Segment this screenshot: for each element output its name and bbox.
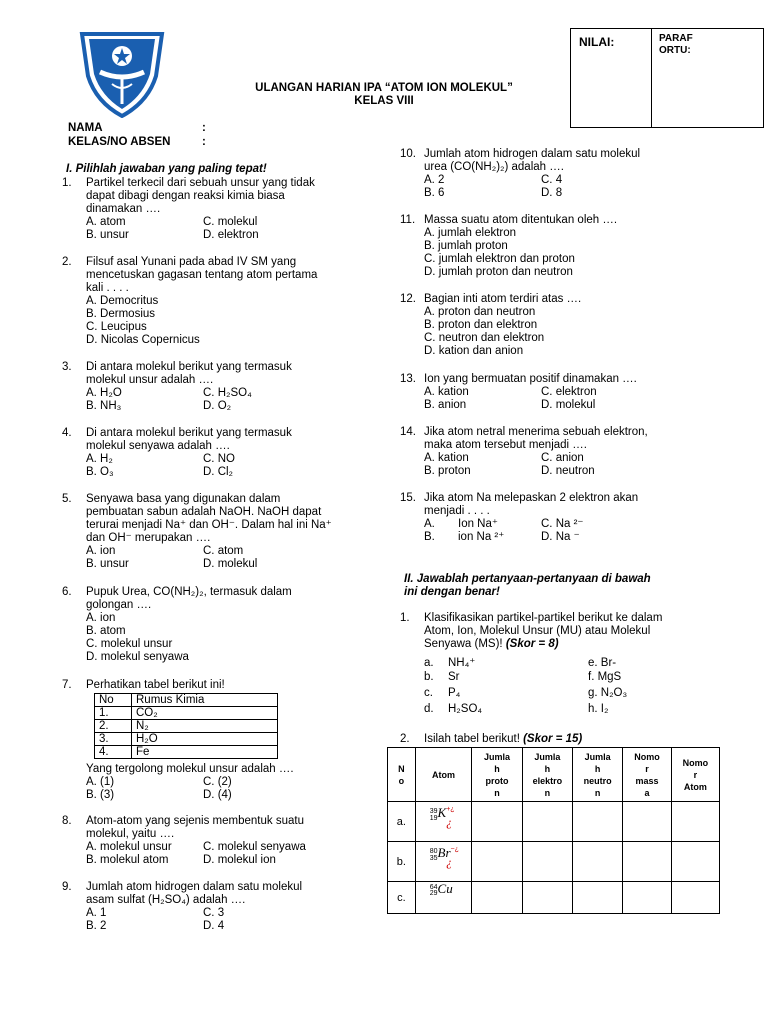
question-15: 15. Jika atom Na melepaskan 2 elektron akan menjadi . . . . A. Ion Na⁺ C. Na ²⁻ B. ion Na ²⁺ D. Na ⁻ [400,492,639,543]
atom-row-b: b. $^{80}$Br−¿ $^{35}$ ¿ [388,842,720,882]
question-6: 6. Pupuk Urea, CO(NH₂)₂, termasuk dalam golongan …. A. ion B. atom C. molekul unsur D. molekul senyawa [62,586,292,663]
kelas-colon: : [202,136,206,148]
question-9: 9. Jumlah atom hidrogen dalam satu molekul asam sulfat (H₂SO₄) adalah …. A. 1 C. 3 B. 2 D. 4 [62,881,303,932]
cell-input[interactable] [671,882,719,914]
nama-colon: : [202,122,206,134]
atom-table: N o Atom Jumla h proto n Jumla h elektro n Jumla h neutro n Nomo r mass a Nomo r Atom a. $^{39}$K+¿ $^{19}$ ¿ b. $^{80}$Br−¿ $^{35}$ ¿ c. $^{64}$Cu $^{29}$ [387,747,720,914]
cell-input[interactable] [623,802,671,842]
essay-question-2: 2. Isilah tabel berikut! (Skor = 15) [400,733,583,745]
cell-input[interactable] [472,842,522,882]
nama-label: NAMA [68,122,103,134]
cell-input[interactable] [472,802,522,842]
question-12: 12. Bagian inti atom terdiri atas …. A. proton dan neutron B. proton dan elektron C. neutron dan elektron D. kation dan anion [400,293,582,357]
question-4: 4. Di antara molekul berikut yang termasuk molekul senyawa adalah …. A. H₂ C. NO B. O₃ D. Cl₂ [62,427,292,478]
section-1-title: I. Pilihlah jawaban yang paling tepat! [66,163,267,175]
cell-input[interactable] [623,842,671,882]
cell-input[interactable] [522,842,572,882]
cell-input[interactable] [573,882,623,914]
section-2-title: II. Jawablah pertanyaan-pertanyaan di bawah [404,573,651,585]
cell-input[interactable] [472,882,522,914]
question-11: 11. Massa suatu atom ditentukan oleh …. A. jumlah elektron B. jumlah proton C. jumlah elektron dan proton D. jumlah proton dan neutron [400,214,618,278]
exam-class: KELAS VIII [354,95,414,107]
question-2: 2. Filsuf asal Yunani pada abad IV SM yang mencetuskan gagasan tentang atom pertama kali . . . . A. Democritus B. Dermosius C. Leucipus D. Nicolas Copernicus [62,256,318,346]
question-14: 14. Jika atom netral menerima sebuah elektron, maka atom tersebut menjadi …. A. kation C. anion B. proton D. neutron [400,426,648,477]
cell-input[interactable] [522,802,572,842]
atom-row-c: c. $^{64}$Cu $^{29}$ [388,882,720,914]
paraf-label: PARAF ORTU: [659,33,693,56]
cell-input[interactable] [573,842,623,882]
question-1: 1. Partikel terkecil dari sebuah unsur yang tidak dapat dibagi dengan reaksi kimia biasa dinamakan …. A. atom C. molekul B. unsur D. elektron [62,177,315,241]
cell-input[interactable] [522,882,572,914]
atom-row-a: a. $^{39}$K+¿ $^{19}$ ¿ [388,802,720,842]
cell-input[interactable] [573,802,623,842]
exam-title: ULANGAN HARIAN IPA “ATOM ION MOLEKUL” [255,82,513,94]
formula-table: No Rumus Kimia 1. CO₂ 2. N₂ 3. H₂O 4. Fe [94,693,278,759]
question-13: 13. Ion yang bermuatan positif dinamakan …. A. kation C. elektron B. anion D. molekul [400,373,637,411]
question-8: 8. Atom-atom yang sejenis membentuk suatu molekul, yaitu …. A. molekul unsur C. molekul senyawa B. molekul atom D. molekul ion [62,815,306,866]
section-2-title-cont: ini dengan benar! [404,586,500,598]
essay-question-1: 1. Klasifikasikan partikel-partikel berikut ke dalam Atom, Ion, Molekul Unsur (MU) atau Molekul Senyawa (MS)! (Skor = 8) a. NH₄⁺ e. Br- b. Sr f. MgS c. P₄ g. N₂O₃ d. H₂SO₄ h. I₂ [400,612,663,715]
nilai-label: NILAI: [579,35,615,49]
question-3: 3. Di antara molekul berikut yang termasuk molekul unsur adalah …. A. H₂O C. H₂SO₄ B. NH₃ D. O₂ [62,361,292,412]
question-10: 10. Jumlah atom hidrogen dalam satu molekul urea (CO(NH₂)₂) adalah …. A. 2 C. 4 B. 6 D. 8 [400,148,641,199]
cell-input[interactable] [671,802,719,842]
score-box [570,28,764,128]
kelas-label: KELAS/NO ABSEN [68,136,171,148]
cell-input[interactable] [671,842,719,882]
question-5: 5. Senyawa basa yang digunakan dalam pembuatan sabun adalah NaOH. NaOH dapat terurai menjadi Na⁺ dan OH⁻. Dalam hal ini Na⁺ dan OH⁻ merupakan …. A. ion C. atom B. unsur D. molekul [62,493,332,570]
cell-input[interactable] [623,882,671,914]
question-7: 7. Perhatikan tabel berikut ini! No Rumus Kimia 1. CO₂ 2. N₂ 3. H₂O 4. Fe Yang tergolong molekul unsur adalah …. A. (1) C. (2) B. (3) D. (4) [62,679,294,801]
